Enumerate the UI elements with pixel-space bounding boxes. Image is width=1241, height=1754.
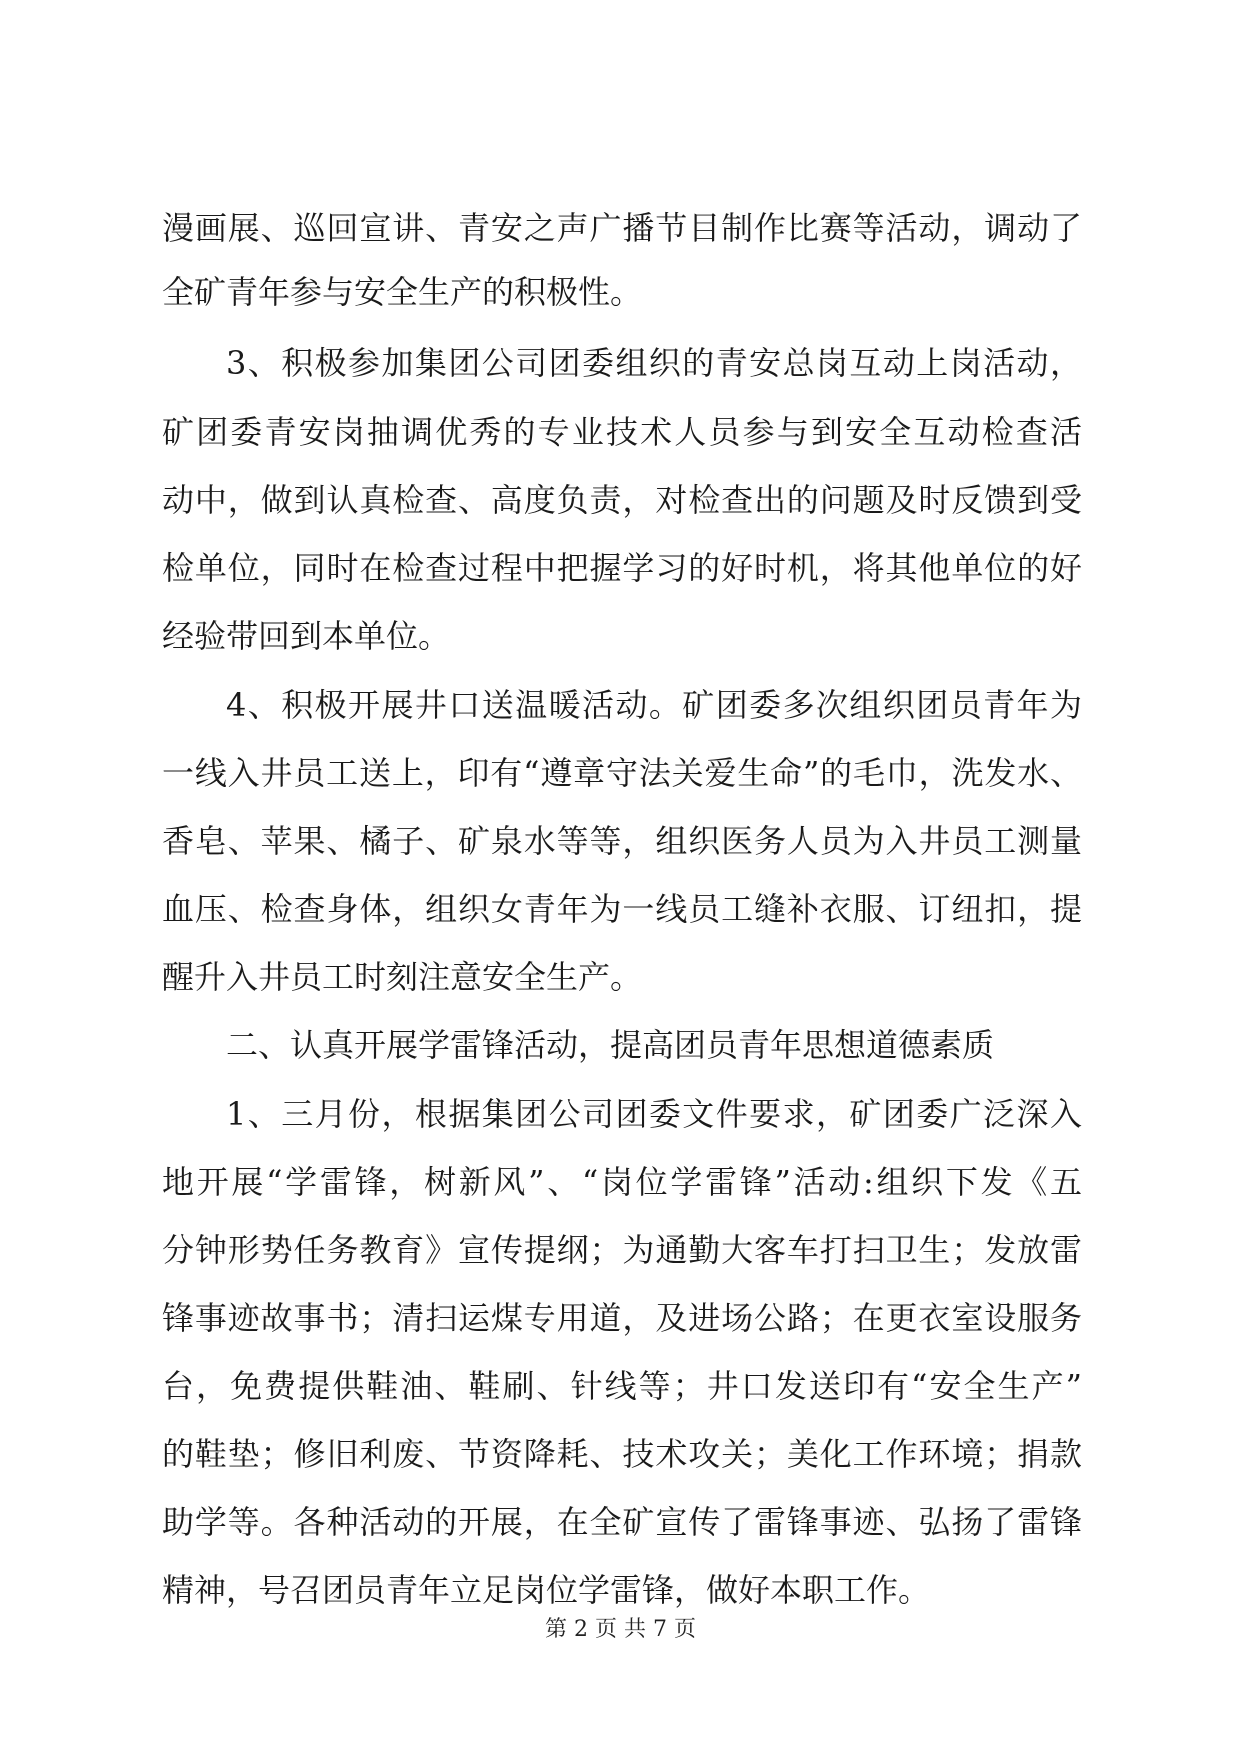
paragraph-line: 矿团委青安岗抽调优秀的专业技术人员参与到安全互动检查活 (162, 413, 1082, 451)
paragraph-line: 血压、检查身体，组织女青年为一线员工缝补衣服、订纽扣，提 (162, 890, 1082, 928)
paragraph-line: 台，免费提供鞋油、鞋刷、针线等；井口发送印有“安全生产” (162, 1367, 1082, 1405)
paragraph-line: 检单位，同时在检查过程中把握学习的好时机，将其他单位的好 (162, 549, 1082, 587)
paragraph-line: 3、积极参加集团公司团委组织的青安总岗互动上岗活动， (226, 344, 1082, 382)
page-number-footer: 第 2 页 共 7 页 (545, 1617, 696, 1642)
paragraph-line: 香皂、苹果、橘子、矿泉水等等，组织医务人员为入井员工测量 (162, 822, 1082, 860)
paragraph-line: 醒升入井员工时刻注意安全生产。 (162, 958, 643, 996)
paragraph-line: 地开展“学雷锋，树新风”、“岗位学雷锋”活动:组织下发《五 (162, 1163, 1082, 1201)
paragraph-line: 的鞋垫；修旧利废、节资降耗、技术攻关；美化工作环境；捐款 (162, 1435, 1082, 1473)
paragraph-line: 分钟形势任务教育》宣传提纲；为通勤大客车打扫卫生；发放雷 (162, 1231, 1082, 1269)
paragraph-line: 经验带回到本单位。 (162, 617, 451, 655)
paragraph-line: 助学等。各种活动的开展，在全矿宣传了雷锋事迹、弘扬了雷锋 (162, 1503, 1082, 1541)
paragraph-line: 锋事迹故事书；清扫运煤专用道，及进场公路；在更衣室设服务 (162, 1299, 1082, 1337)
paragraph-line: 4、积极开展井口送温暖活动。矿团委多次组织团员青年为 (226, 686, 1082, 724)
paragraph-line: 全矿青年参与安全生产的积极性。 (162, 273, 643, 311)
section-heading: 二、认真开展学雷锋活动，提高团员青年思想道德素质 (226, 1026, 995, 1064)
paragraph-line: 动中，做到认真检查、高度负责，对检查出的问题及时反馈到受 (162, 481, 1082, 519)
paragraph-line: 漫画展、巡回宣讲、青安之声广播节目制作比赛等活动，调动了 (162, 209, 1082, 247)
paragraph-line: 1、三月份，根据集团公司团委文件要求，矿团委广泛深入 (226, 1095, 1082, 1133)
paragraph-line: 精神，号召团员青年立足岗位学雷锋，做好本职工作。 (162, 1571, 931, 1609)
paragraph-line: 一线入井员工送上，印有“遵章守法关爱生命”的毛巾，洗发水、 (162, 754, 1082, 792)
